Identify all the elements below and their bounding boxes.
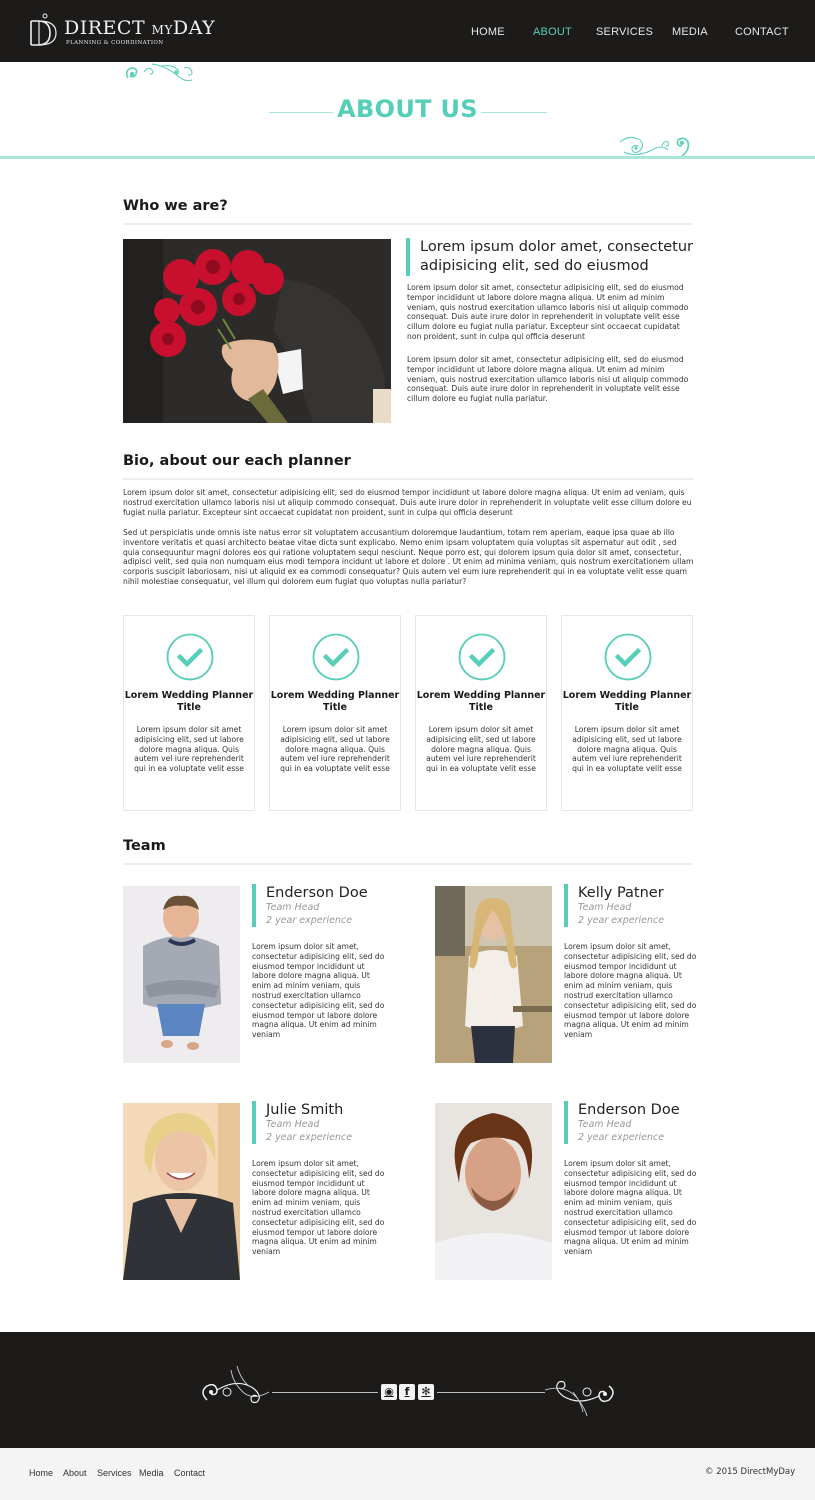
person-photo-icon <box>123 886 240 1063</box>
brand-tagline: PLANNING & COORDINATION <box>66 40 164 46</box>
footer-link-services[interactable]: Services <box>97 1468 132 1478</box>
member-role: Team Head <box>578 1119 632 1130</box>
main-nav <box>0 26 815 40</box>
feature-card <box>415 615 547 811</box>
feature-card <box>123 615 255 811</box>
section-divider <box>123 863 693 865</box>
section-heading-bio: Bio, about our each planner <box>123 453 351 469</box>
roses-photo <box>123 239 391 423</box>
who-paragraph-1: Lorem ipsum dolor sit amet, consectetur adipisicing elit, sed do eiusmod tempor incididunt ut labore dolore magna aliqua. Ut enim ad minim veniam, quis nostrud exercitation ullamco laboris nisi ut aliquip commodo consequat. Duis aute irure dolor in reprehenderit in voluptate velit esse cillum dolore eu fugiat nulla pariatur. Excepteur sint occaecat cupidatat non proident, sunt in culpa qui officia deserunt <box>407 283 689 341</box>
member-bio: Lorem ipsum dolor sit amet, consectetur adipisicing elit, sed do eiusmod tempor incididunt ut labore dolore magna aliqua. Ut enim ad minim veniam, quis nostrud exercitation ullamco consectetur adipisicing elit, sed do eiusmod tempor ut labore dolore magna aliqua. Ut enim ad minim veniam <box>252 942 385 1040</box>
bio-paragraph-1: Lorem ipsum dolor sit amet, consectetur adipisicing elit, sed do eiusmod tempor incididunt ut labore dolore magna aliqua. Ut enim ad veniam, quis nostrud exercitation ullamco laboris nisi ut aliquip commodo consequat. Duis aute irure dolor in reprehenderit in voluptate velit esse cillum dolore eu fugiat nulla pariatur. Excepteur sint occaecat cupidatat non proident, sunt in culpa qui officia deserunt <box>123 488 692 517</box>
nav-home[interactable]: HOME <box>471 26 505 38</box>
team-member-header <box>252 1101 402 1144</box>
footer-link-about[interactable]: About <box>63 1468 87 1478</box>
section-divider <box>123 478 693 480</box>
member-name: Julie Smith <box>266 1102 344 1118</box>
member-role: Team Head <box>266 902 320 913</box>
roses-image-icon <box>123 239 391 423</box>
member-experience: 2 year experience <box>578 914 665 926</box>
person-photo-icon <box>123 1103 240 1280</box>
member-name: Enderson Doe <box>578 1102 680 1118</box>
sub-footer <box>0 1448 815 1500</box>
member-experience: 2 year experience <box>266 914 353 926</box>
who-paragraph-2: Lorem ipsum dolor sit amet, consectetur adipisicing elit, sed do eiusmod tempor incididunt ut labore dolore magna aliqua. Ut enim ad minim veniam, quis nostrud exercitation ullamco laboris nisi ut aliquip commodo consequat. Duis aute irure dolor in reprehenderit in voluptate velit esse cillum dolore eu fugiat nulla pariatur. <box>407 355 689 404</box>
feature-title: Lorem Wedding Planner Title <box>124 690 254 713</box>
team-member-header <box>252 884 402 927</box>
intro-quote: Lorem ipsum dolor amet, consectetur adipisicing elit, sed do eiusmod <box>406 238 696 276</box>
team-photo <box>435 1103 552 1280</box>
yelp-icon[interactable]: ✻ <box>418 1384 434 1400</box>
nav-contact[interactable]: CONTACT <box>735 26 789 38</box>
instagram-icon[interactable]: ◉ <box>381 1384 397 1400</box>
bio-paragraph-2: Sed ut perspiciatis unde omnis iste natus error sit voluptatem accusantium doloremque laudantium, totam rem aperiam, eaque ipsa quae ab illo inventore veritatis et quasi architecto beatae vitae dicta sunt explicabo. Nemo enim ipsam voluptatem quia voluptas sit aspernatur aut odit , sed quia consequuntur magni dolores eos qui ratione voluptatem sequi nesciunt. Neque porro est, qui dolorem ipsum quia dolor sit amet, consectetur, adipisci velit, sed quia non numquam eius modi tempora incidunt ut labore et dolore . Ut enim ad minima veniam, quis nostrum exercitationem ullam corporis suscipit laboriosam, nisi ut aliquid ex ea commodi consequatur? Quis autem vel eum iure reprehenderit qui in ea voluptate velit esse quam nihil molestiae consequatur, vel illum qui dolorem eum fugiat quo voluptas nulla pariatur? <box>123 528 694 586</box>
team-photo <box>435 886 552 1063</box>
nav-about[interactable]: ABOUT <box>533 26 572 38</box>
footer-rule-right <box>437 1392 545 1393</box>
footer-link-home[interactable]: Home <box>29 1468 54 1478</box>
check-circle-icon <box>166 633 214 681</box>
section-heading-who-we-are: Who we are? <box>123 198 228 214</box>
feature-card <box>561 615 693 811</box>
feature-body: Lorem ipsum dolor sit amet adipisicing elit, sed ut labore dolore magna aliqua. Quis autem vel iure reprehenderit qui in ea voluptate velit esse <box>426 725 536 774</box>
footer-link-contact[interactable]: Contact <box>174 1468 206 1478</box>
team-member-header <box>564 1101 714 1144</box>
footer-ornament-band <box>0 1332 815 1448</box>
check-circle-icon <box>312 633 360 681</box>
banner-divider <box>0 156 815 159</box>
member-bio: Lorem ipsum dolor sit amet, consectetur adipisicing elit, sed do eiusmod tempor incididunt ut labore dolore magna aliqua. Ut enim ad minim veniam, quis nostrud exercitation ullamco consectetur adipisicing elit, sed do eiusmod tempor ut labore dolore magna aliqua. Ut enim ad minim veniam <box>564 942 697 1040</box>
feature-title: Lorem Wedding Planner Title <box>562 690 692 713</box>
member-name: Enderson Doe <box>266 885 368 901</box>
check-circle-icon <box>458 633 506 681</box>
member-role: Team Head <box>266 1119 320 1130</box>
feature-title: Lorem Wedding Planner Title <box>416 690 546 713</box>
feature-card <box>269 615 401 811</box>
site-header <box>0 0 815 62</box>
person-photo-icon <box>435 886 552 1063</box>
member-bio: Lorem ipsum dolor sit amet, consectetur adipisicing elit, sed do eiusmod tempor incididunt ut labore dolore magna aliqua. Ut enim ad minim veniam, quis nostrud exercitation ullamco consectetur adipisicing elit, sed do eiusmod tempor ut labore dolore magna aliqua. Ut enim ad minim veniam <box>252 1159 385 1257</box>
page-title: ABOUT US <box>337 95 478 123</box>
feature-body: Lorem ipsum dolor sit amet adipisicing elit, sed ut labore dolore magna aliqua. Quis autem vel iure reprehenderit qui in ea voluptate velit esse <box>134 725 244 774</box>
feature-title: Lorem Wedding Planner Title <box>270 690 400 713</box>
check-circle-icon <box>604 633 652 681</box>
nav-media[interactable]: MEDIA <box>672 26 708 38</box>
team-photo <box>123 1103 240 1280</box>
team-member-header <box>564 884 714 927</box>
member-experience: 2 year experience <box>266 1131 353 1143</box>
title-rule-right <box>481 112 547 113</box>
swirl-ornament-icon <box>197 1362 273 1414</box>
swirl-ornament-icon <box>122 62 200 86</box>
member-name: Kelly Patner <box>578 885 664 901</box>
facebook-icon[interactable]: f <box>399 1384 415 1400</box>
nav-services[interactable]: SERVICES <box>596 26 654 38</box>
team-photo <box>123 886 240 1063</box>
brand-name: DIRECT MYDAY <box>64 17 216 39</box>
swirl-ornament-icon <box>616 132 694 158</box>
page-banner <box>0 62 815 160</box>
feature-body: Lorem ipsum dolor sit amet adipisicing elit, sed ut labore dolore magna aliqua. Quis autem vel iure reprehenderit qui in ea voluptate velit esse <box>280 725 390 774</box>
section-divider <box>123 223 693 225</box>
member-experience: 2 year experience <box>578 1131 665 1143</box>
member-bio: Lorem ipsum dolor sit amet, consectetur adipisicing elit, sed do eiusmod tempor incididunt ut labore dolore magna aliqua. Ut enim ad minim veniam, quis nostrud exercitation ullamco consectetur adipisicing elit, sed do eiusmod tempor ut labore dolore magna aliqua. Ut enim ad minim veniam <box>564 1159 697 1257</box>
feature-body: Lorem ipsum dolor sit amet adipisicing elit, sed ut labore dolore magna aliqua. Quis autem vel iure reprehenderit qui in ea voluptate velit esse <box>572 725 682 774</box>
footer-rule-left <box>272 1392 378 1393</box>
swirl-ornament-icon <box>543 1362 619 1418</box>
section-heading-team: Team <box>123 838 166 854</box>
person-photo-icon <box>435 1103 552 1280</box>
footer-link-media[interactable]: Media <box>139 1468 164 1478</box>
member-role: Team Head <box>578 902 632 913</box>
copyright: © 2015 DirectMyDay <box>705 1467 796 1477</box>
